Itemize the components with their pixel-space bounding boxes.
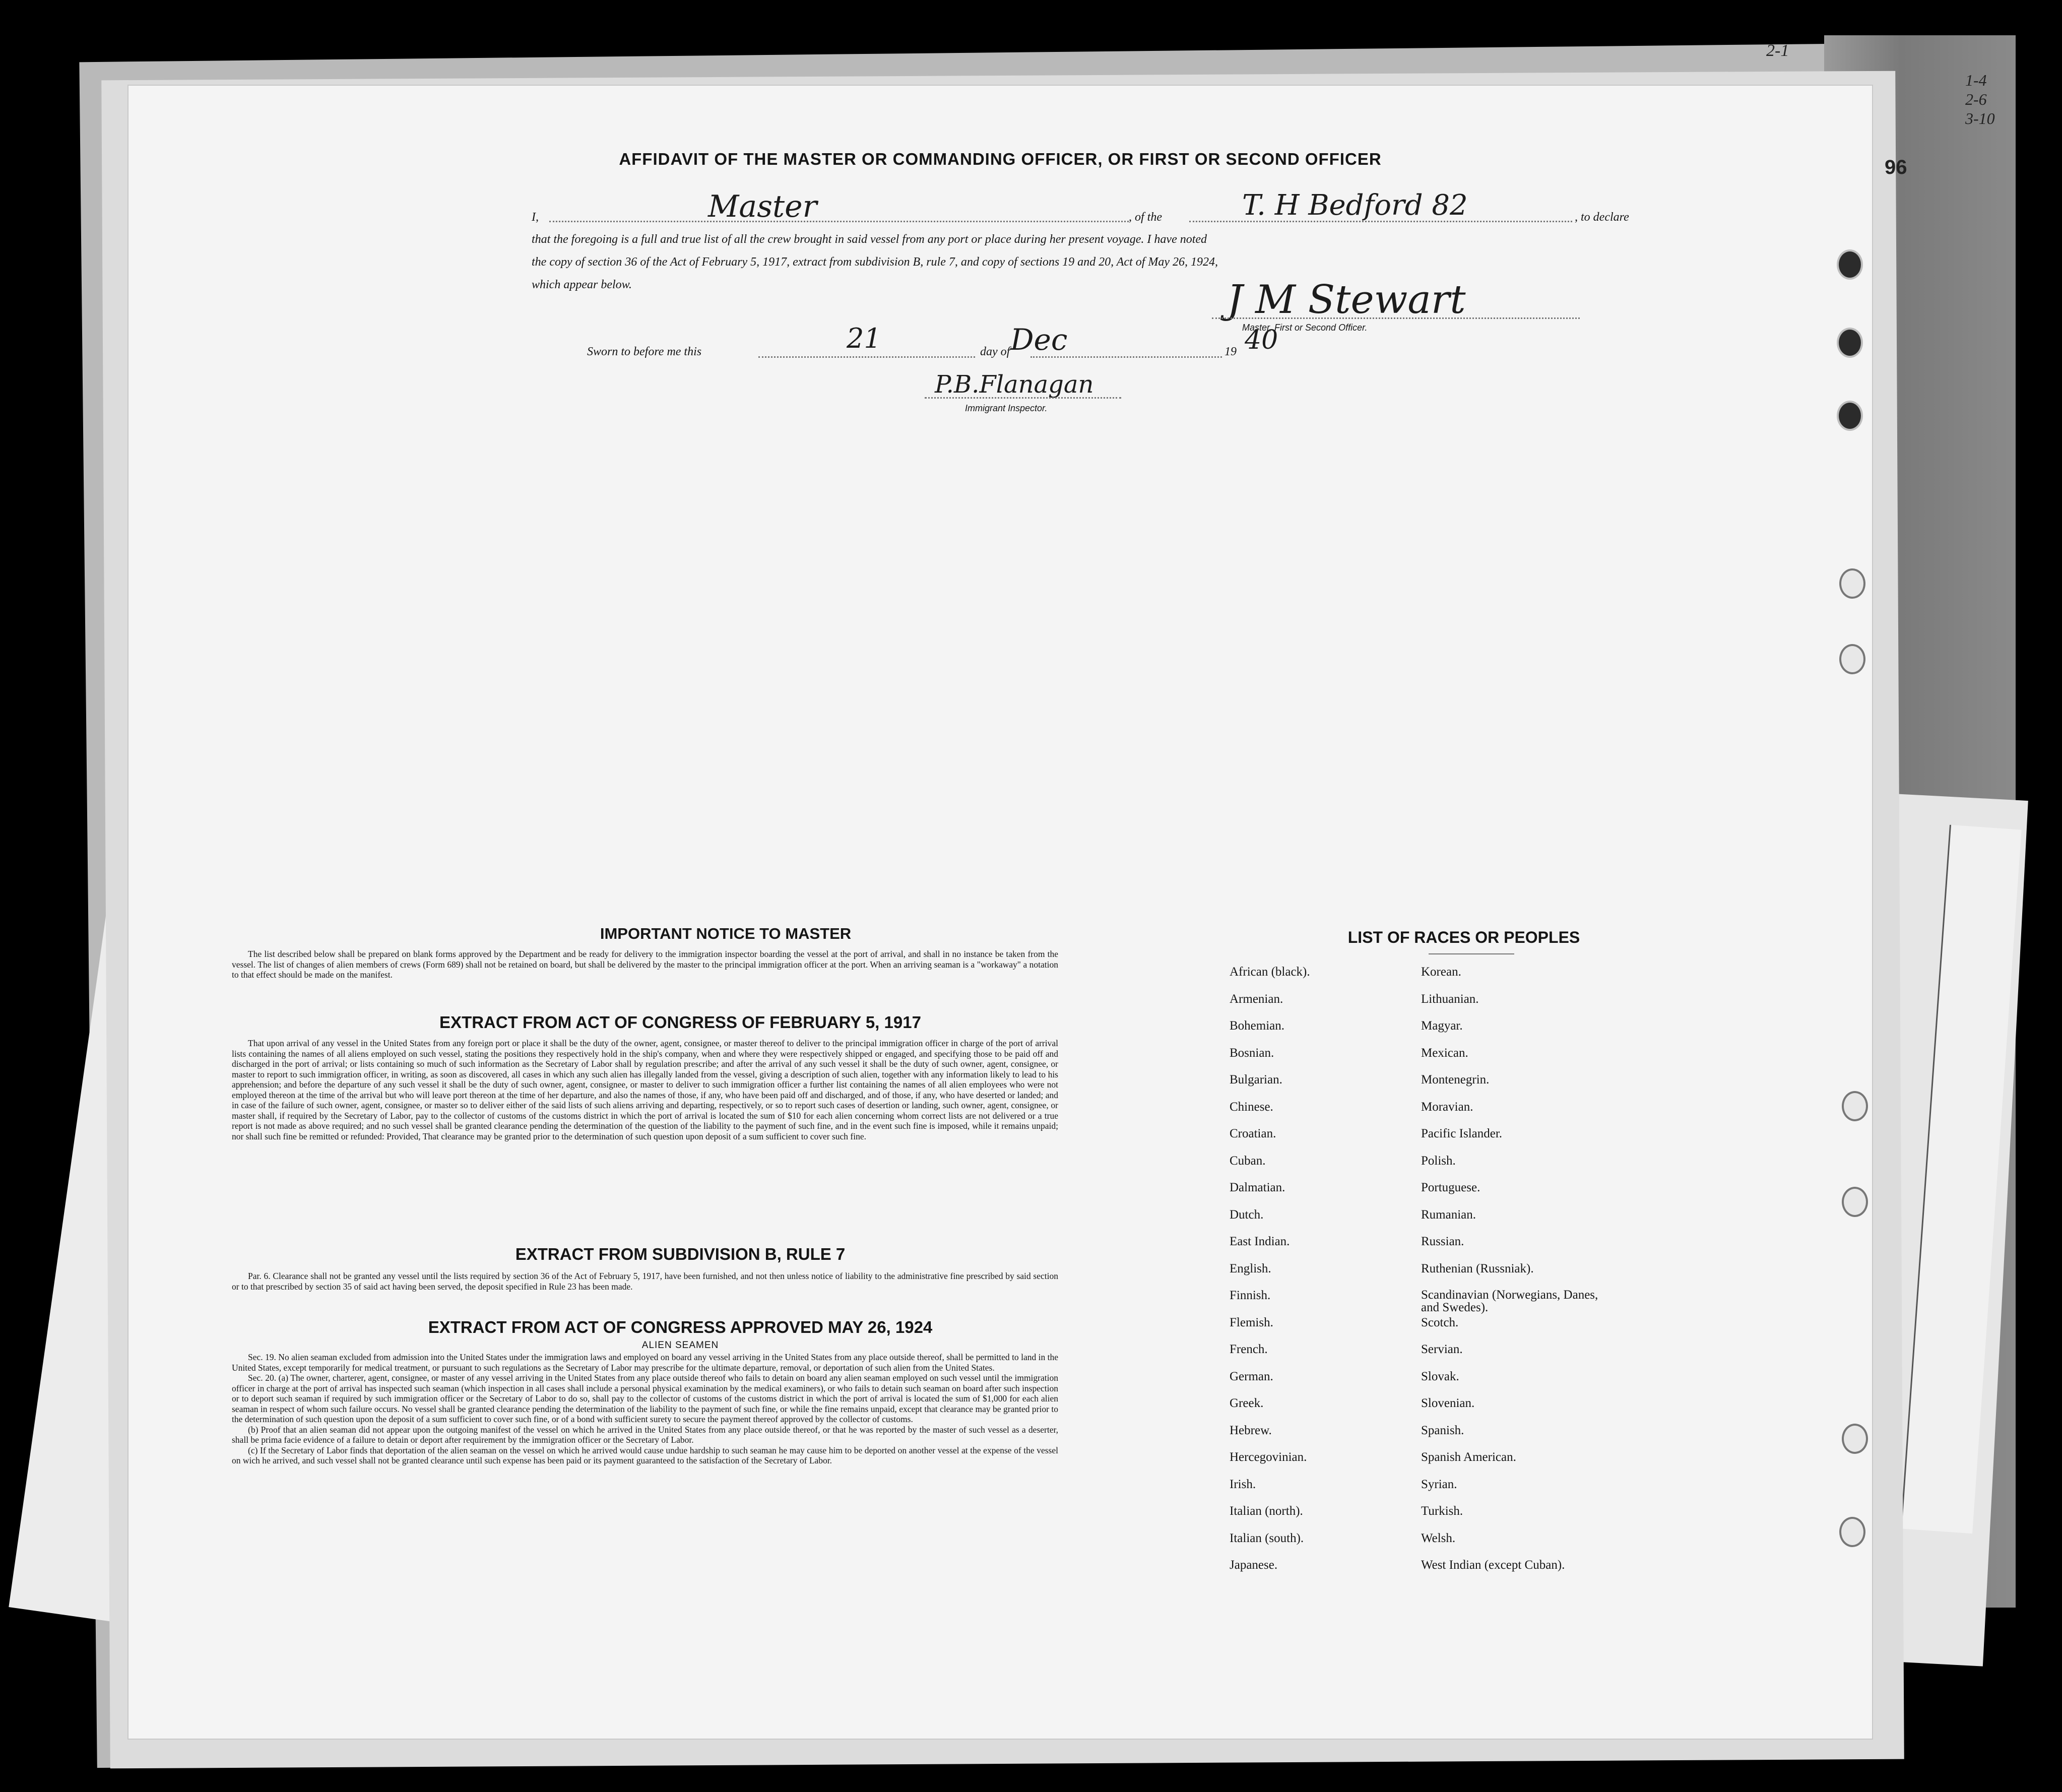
race-item: Flemish. xyxy=(1230,1315,1273,1329)
race-item: Servian. xyxy=(1421,1342,1463,1356)
race-item: Bulgarian. xyxy=(1230,1073,1282,1086)
act-1924-heading: EXTRACT FROM ACT OF CONGRESS APPROVED MAY 26, 1924 xyxy=(428,1318,933,1336)
race-item: German. xyxy=(1230,1369,1273,1383)
act-1924-subheading: ALIEN SEAMEN xyxy=(641,1340,719,1351)
affidavit-line4: which appear below. xyxy=(532,278,632,291)
notice-text: The list described below shall be prepared on blank forms approved by the Department and be ready for delivery to the immigration inspector boarding the vessel at the port of arrival, and shall in no instance be taken from the vessel. The list of changes of alien members of crews (Form 689) shall not be retained on board, but shall be delivered by the master to the principal immigration officer at the port. When an arriving seaman is a "workaway" a notation to that effect should be made on the manifest. xyxy=(232,949,1058,980)
handwritten-vessel: T. H Bedford 82 xyxy=(1242,189,1468,222)
race-item: Welsh. xyxy=(1421,1531,1456,1545)
race-item: Hercegovinian. xyxy=(1230,1450,1307,1464)
race-item: Greek. xyxy=(1230,1396,1264,1410)
race-item: Dutch. xyxy=(1230,1207,1264,1222)
binder-hole xyxy=(1842,1091,1868,1121)
handwritten-month: Dec xyxy=(1010,323,1068,357)
race-item: Scandinavian (Norwegians, Danes, and Swedes). xyxy=(1421,1288,1598,1314)
race-item: Slovenian. xyxy=(1421,1396,1475,1410)
day-of-label: day of xyxy=(980,345,1010,358)
race-item: Pacific Islander. xyxy=(1421,1127,1503,1140)
affidavit-line3: the copy of section 36 of the Act of February 5, 1917, extract from subdivision B, rule 7, and copy of sections 19 and 20, Act of May 26, 1924, xyxy=(532,255,1218,269)
signature-line xyxy=(1212,317,1580,319)
race-item: Spanish American. xyxy=(1421,1450,1516,1464)
race-item: Moravian. xyxy=(1421,1100,1473,1114)
race-item: Italian (south). xyxy=(1230,1531,1304,1545)
race-item: Portuguese. xyxy=(1421,1181,1480,1194)
affidavit-line1-prefix: I, xyxy=(532,211,539,224)
race-item: Hebrew. xyxy=(1230,1423,1272,1437)
races-rule xyxy=(1429,953,1514,954)
handwritten-day: 21 xyxy=(847,323,881,354)
act-1924-body xyxy=(232,1352,1058,1466)
race-item: Armenian. xyxy=(1230,992,1283,1006)
race-item: Ruthenian (Russniak). xyxy=(1421,1261,1534,1275)
race-item: Irish. xyxy=(1230,1477,1256,1491)
act-1924-sec19: Sec. 19. No alien seaman excluded from admission into the United States under the immigration laws and employed on board any vessel arriving in the United States from any place outside thereof, shall be permitted to land in the United States, except temporarily for medical treatment, or pursuant to such regulations as the Secretary of Labor may prescribe for the ultimate departure, removal, or deportation of such alien from the United States. xyxy=(232,1352,1058,1373)
rule-7-heading: EXTRACT FROM SUBDIVISION B, RULE 7 xyxy=(515,1245,846,1263)
act-1924-sec20b: (b) Proof that an alien seaman did not appear upon the outgoing manifest of the vessel on which he arrived in the United States from any place outside thereof, or that he was reported by the master of such vessel as a deserter, shall be prima facie evidence of a failure to detain or deport after requirement by the immigration officer or the Secretary of Labor. xyxy=(232,1424,1058,1445)
binder-hole xyxy=(1839,568,1865,599)
race-item: Slovak. xyxy=(1421,1369,1459,1383)
race-item: Dalmatian. xyxy=(1230,1181,1285,1194)
affidavit-line1-suffix: , to declare xyxy=(1575,211,1629,224)
race-item: Turkish. xyxy=(1421,1504,1463,1518)
inspector-line xyxy=(925,397,1121,399)
race-item: Japanese. xyxy=(1230,1558,1278,1572)
race-item: Croatian. xyxy=(1230,1127,1276,1140)
handwritten-year: 40 xyxy=(1245,325,1278,355)
inspector-label: Immigrant Inspector. xyxy=(965,403,1048,413)
affidavit-page xyxy=(128,86,1907,1739)
race-item: English. xyxy=(1230,1261,1271,1275)
race-item: Polish. xyxy=(1421,1154,1456,1168)
sworn-prefix: Sworn to before me this xyxy=(587,345,702,358)
side-mark: 1-4 2-6 3-10 xyxy=(1965,71,1995,127)
notice-heading: IMPORTANT NOTICE TO MASTER xyxy=(600,925,852,942)
day-blank xyxy=(758,356,975,358)
race-item: Lithuanian. xyxy=(1421,992,1479,1006)
race-item: Finnish. xyxy=(1230,1289,1271,1302)
affidavit-line2: that the foregoing is a full and true list of all the crew brought in said vessel from any port or place during her present voyage. I have noted xyxy=(532,233,1207,246)
race-item: French. xyxy=(1230,1342,1268,1356)
affidavit-line1-middle: , of the xyxy=(1129,211,1162,224)
race-item: Rumanian. xyxy=(1421,1207,1476,1222)
year-prefix: 19 xyxy=(1225,345,1237,358)
race-item: Mexican. xyxy=(1421,1046,1468,1060)
race-item: Magyar. xyxy=(1421,1019,1463,1033)
race-item: West Indian (except Cuban). xyxy=(1421,1558,1565,1572)
race-item: Korean. xyxy=(1421,965,1461,979)
act-1917-text: That upon arrival of any vessel in the United States from any foreign port or place it shall be the duty of the owner, agent, consignee, or master thereof to deliver to the principal immigration officer in charge of the port of arrival lists containing the names of all aliens employed on such vessel, stating the positions they respectively hold in the ship's company, when and where they were respectively shipped or engaged, and specifying those to be paid off and discharged in the port of arrival; or lists containing so much of such information as the Secretary of Labor shall by regulation prescribe; and after the arrival of any such vessel it shall be the duty of such owner, agent, consignee, or master to report to such immigration officer, in writing, as soon as discovered, all cases in which any such alien has illegally landed from the vessel, giving a description of such alien, together with any information likely to lead to his apprehension; and before the departure of any such vessel it shall be the duty of such owner, agent, consignee, or master to deliver to such immigration officer a further list containing the names of all alien employees who were not employed thereon at the time of the arrival but who will leave port thereon at the time of her departure, and also the names of those, if any, who have been paid off and discharged, and of those, if any, who have deserted or landed; and in case of the failure of such owner, agent, consignee, or master so to deliver either of the said lists of such aliens arriving and departing, respectively, or so to report such cases of desertion or landing, such owner, agent, consignee, or master shall, if required by the Secretary of Labor, pay to the collector of customs of the customs district in which the port of arrival is located the sum of $10 for each alien concerning whom correct lists are not delivered or a true report is not made as above required; and no such vessel shall be granted clearance pending the determination of the question of the liability to the payment of such fine, and in the event such fine is imposed, while it remains unpaid; nor shall such fine be remitted or refunded: Provided, That clearance may be granted prior to the determination of such question upon deposit of a sum sufficient to cover such fine. xyxy=(232,1038,1058,1141)
inspector-signature: P.B.Flanagan xyxy=(935,370,1094,399)
corner-mark: 2-1 xyxy=(1766,41,1789,60)
races-heading: LIST OF RACES OR PEOPLES xyxy=(1347,928,1580,946)
race-item: African (black). xyxy=(1230,965,1310,979)
rule-7-body xyxy=(232,1271,1058,1292)
binder-hole xyxy=(1839,644,1865,674)
race-item: Russian. xyxy=(1421,1235,1464,1248)
affidavit-title: AFFIDAVIT OF THE MASTER OR COMMANDING OFFICER, OR FIRST OR SECOND OFFICER xyxy=(619,150,1382,168)
race-item: Spanish. xyxy=(1421,1423,1464,1437)
race-item: Bohemian. xyxy=(1230,1019,1285,1033)
binder-hole xyxy=(1837,401,1863,431)
binder-hole xyxy=(1842,1424,1868,1454)
rank-blank xyxy=(549,221,1129,222)
master-signature: J M Stewart xyxy=(1227,277,1466,323)
binder-hole xyxy=(1842,1187,1868,1217)
race-item: Scotch. xyxy=(1421,1315,1459,1329)
act-1917-body xyxy=(232,1038,1058,1141)
handwritten-rank: Master xyxy=(708,189,817,224)
races-right-column xyxy=(1421,965,1602,1585)
binder-hole xyxy=(1837,328,1863,358)
race-item: Chinese. xyxy=(1230,1100,1273,1114)
signature-label: Master, First or Second Officer. xyxy=(1242,323,1368,333)
race-item: Bosnian. xyxy=(1230,1046,1274,1060)
notice-body xyxy=(232,949,1058,980)
act-1924-sec20c: (c) If the Secretary of Labor finds that deportation of the alien seaman on the vessel on which he arrived would cause undue hardship to such seaman he may cause him to be deported on another vessel at the expense of the vessel on wich he arrived, and such vessel shall not be granted clearance until such expense has been paid or its payment guaranteed to the satisfaction of the Secretary of Labor. xyxy=(232,1445,1058,1465)
race-item: East Indian. xyxy=(1230,1235,1290,1248)
binder-hole xyxy=(1839,1517,1865,1547)
binder-hole xyxy=(1837,249,1863,280)
act-1917-heading: EXTRACT FROM ACT OF CONGRESS OF FEBRUARY 5, 1917 xyxy=(439,1013,921,1032)
act-1924-sec20a: Sec. 20. (a) The owner, charterer, agent, consignee, or master of any vessel arriving in the United States from any place outside thereof who fails to detain on board any alien seaman employed on such vessel until the immigration officer in charge at the port of arrival has inspected such seaman (which inspection in all cases shall include a personal physical examination by the medical examiners), or who fails to detain such seaman on board after such inspection or to deport such seaman if required by such immigration officer or the Secretary of Labor to do so, shall pay to the collector of customs of the customs district in which the port of arrival is located the sum of $1,000 for each alien seaman in respect of whom such failure occurs. No vessel shall be granted clearance pending the determination of the liability to the payment of such fine, or while the fine remains unpaid, except that clearance may be granted prior to the determination of such question upon the deposit of a sum sufficient to cover such fine, or of a bond with sufficient surety to secure the payment thereof approved by the collector of customs. xyxy=(232,1373,1058,1424)
race-item: Montenegrin. xyxy=(1421,1073,1490,1086)
races-left-column xyxy=(1230,965,1310,1585)
race-item: Cuban. xyxy=(1230,1154,1266,1168)
rule-7-text: Par. 6. Clearance shall not be granted any vessel until the lists required by section 36 of the Act of February 5, 1917, have been furnished, and not then unless notice of liability to the administrative fine prescribed by said section or to that prescribed by section 35 of said act having been served, the deposit specified in Rule 23 has been made. xyxy=(232,1271,1058,1292)
race-item: Syrian. xyxy=(1421,1477,1457,1491)
page-number: 96 xyxy=(1885,156,1907,178)
race-item: Italian (north). xyxy=(1230,1504,1303,1518)
